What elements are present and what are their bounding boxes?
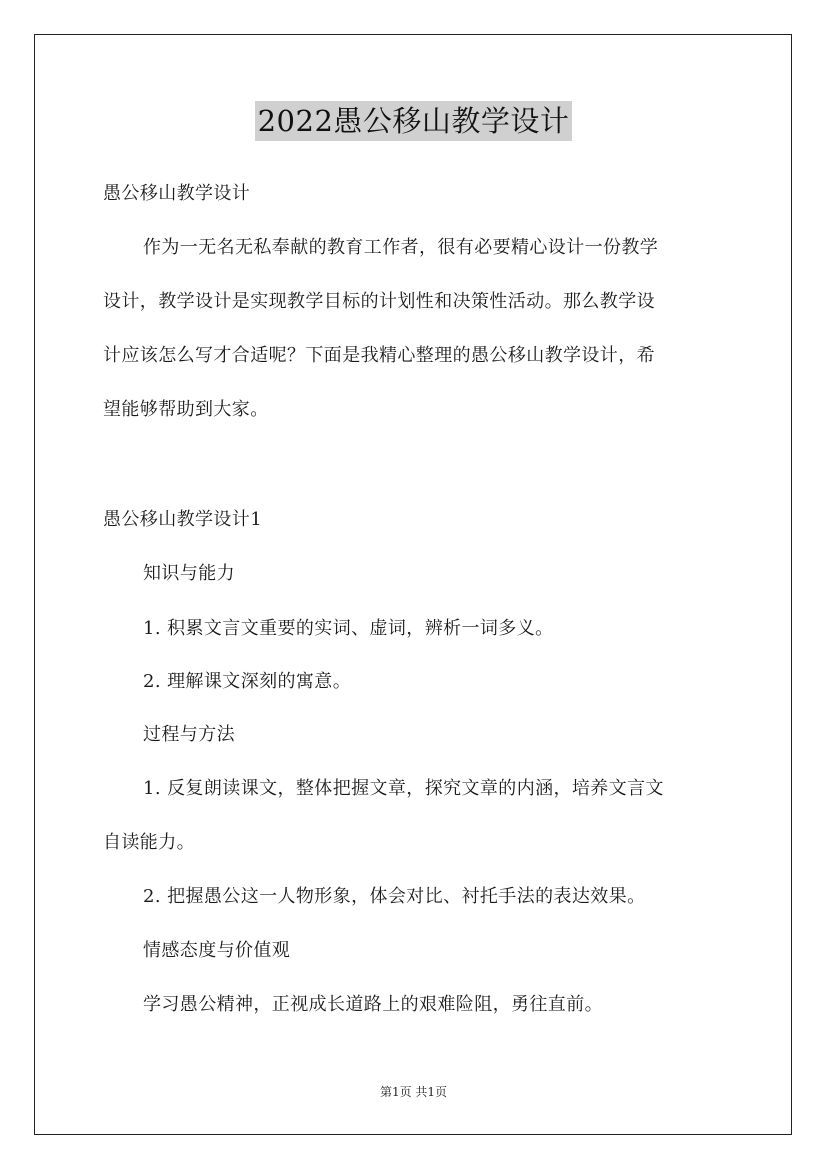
process-item: 1. 反复朗读课文，整体把握文章，探究文章的内涵，培养文言文 [143,778,664,799]
knowledge-item: 1. 积累文言文重要的实词、虚词，辨析一词多义。 [143,618,554,639]
intro-paragraph-line: 望能够帮助到大家。 [103,399,269,420]
process-item-continued: 自读能力。 [103,832,195,853]
knowledge-heading: 知识与能力 [143,563,235,584]
intro-heading: 愚公移山教学设计 [103,183,251,204]
intro-paragraph-line: 计应该怎么写才合适呢？下面是我精心整理的愚公移山教学设计，希 [103,345,655,366]
section-heading: 愚公移山教学设计1 [103,509,263,530]
process-item: 2. 把握愚公这一人物形象，体会对比、衬托手法的表达效果。 [143,886,646,907]
page-footer: 第1页 共1页 [379,1085,448,1099]
process-heading: 过程与方法 [143,724,235,745]
document-title: 2022愚公移山教学设计 [255,101,573,141]
emotion-heading: 情感态度与价值观 [143,940,291,961]
intro-paragraph-line: 作为一无名无私奉献的教育工作者，很有必要精心设计一份教学 [143,237,659,258]
emotion-item: 学习愚公精神，正视成长道路上的艰难险阻，勇往直前。 [143,994,603,1015]
intro-paragraph-line: 设计，教学设计是实现教学目标的计划性和决策性活动。那么教学设 [103,291,655,312]
title-container [0,101,827,141]
knowledge-item: 2. 理解课文深刻的寓意。 [143,671,352,692]
